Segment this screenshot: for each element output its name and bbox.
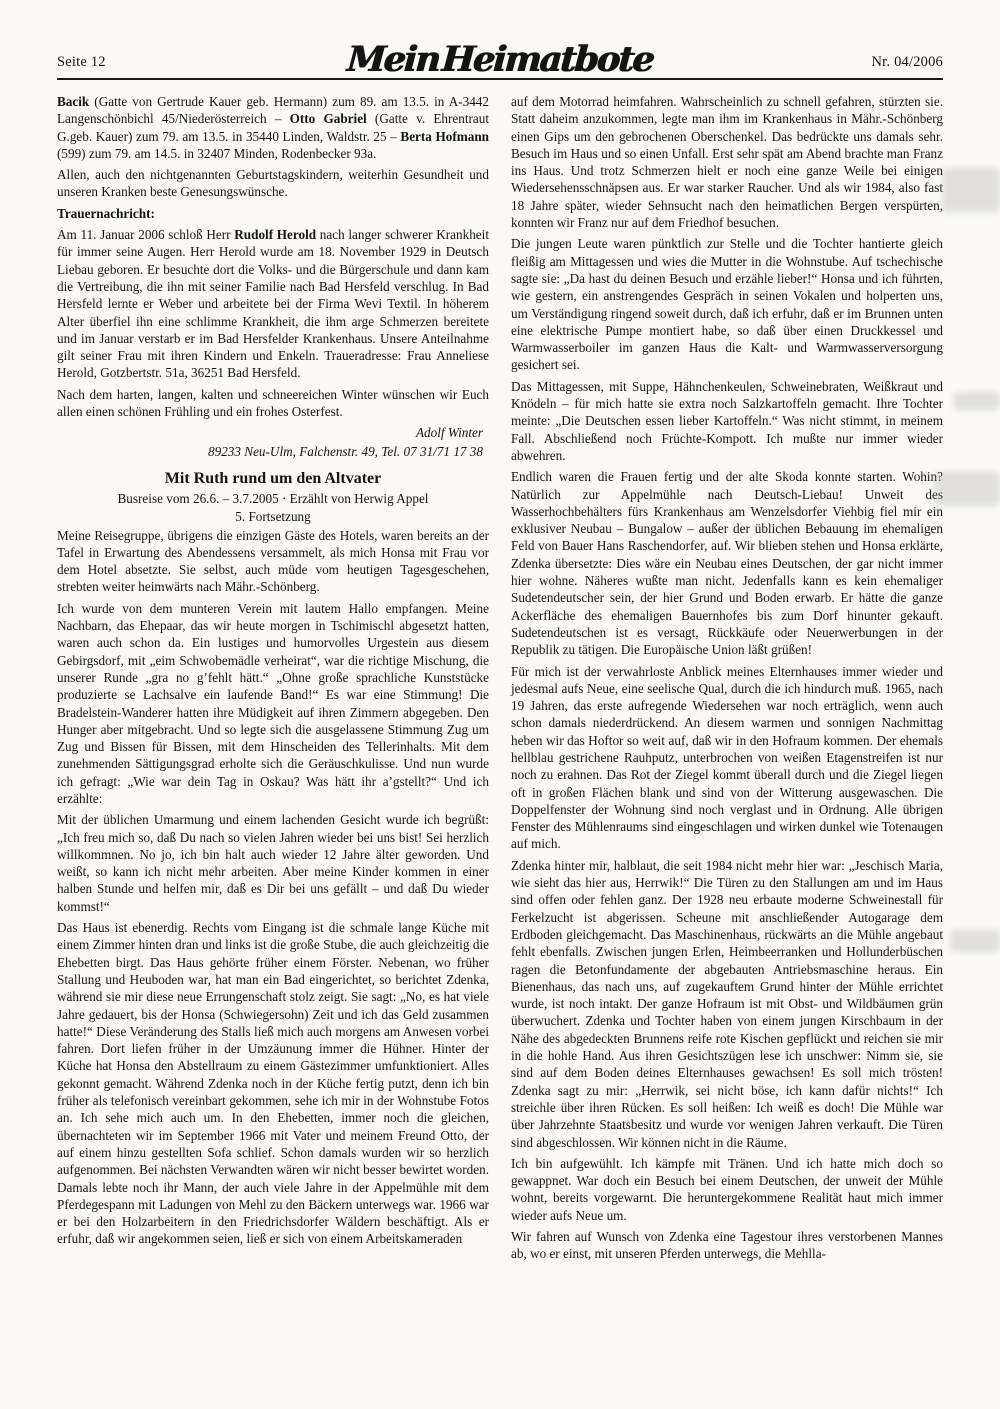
text-run: Ich wurde von dem munteren Verein mit lautem Hallo empfangen. Meine Nachbarn, das Ehepaar, das wir heute morgen in Tschimischl abgesetzt hatten, waren auch schon da. Ein lustiges und humorvolles Urgestein aus diesem Gebirgsdorf, mit „eim Schwobemädle verheirat“, war die richtige Mischung, die unserer Runde „gra no g’fehlt hätt.“ „Ohne große sprachliche Kunststücke produzierte se Lachsalve ein laufende Band!“ Es war eine Stimmung! Die Bradelstein-Wanderer hatten ihre Müdigkeit auf ihren Zimmern abgegeben. Den Hunger aber mitgebracht. Und so legte sich die ausgelassene Stimmung Zug um Zug und Bissen für Bissen, mit dem Hinscheiden des Tellerinhalts. Mit dem zunehmenden Sättigungsgrad erholte sich die Geräuschkulisse. Und nun wurde ich gefragt: „Wie war dein Tag in Oskau? Was hätt ihr a’gstellt?“ Und ich erzählte: bbox=[57, 600, 489, 806]
text-run: Busreise vom 26.6. – 3.7.2005 · Erzählt von Herwig Appel bbox=[117, 490, 429, 506]
article-paragraph bbox=[57, 93, 489, 162]
right-column bbox=[511, 93, 943, 1267]
bold-text: Berta Hofmann bbox=[400, 128, 489, 144]
article-paragraph bbox=[57, 166, 489, 201]
text-run: Meine Reisegruppe, übrigens die einzigen Gäste des Hotels, waren bereits an der Tafel in Erwartung des Abendessens versammelt, als mich Honsa mit Frau vor dem Hotel absetzte. Sie selbst, auch müde vom heutigen Tagesgeschehen, strebten weiter heimwärts nach Mähr.-Schönberg. bbox=[57, 527, 489, 595]
text-run: Mit Ruth rund um den Altvater bbox=[164, 469, 382, 487]
article-paragraph bbox=[511, 857, 943, 1151]
article-paragraph bbox=[511, 1155, 943, 1224]
text-run: Ich bin aufgewühlt. Ich kämpfe mit Tränen. Und ich hatte mich doch so gewappnet. War doch ein Besuch bei einem Deutschen, der unweit der Mühle wohnt, bereits vorgewarnt. Die heruntergekommene Realität haut mich immer wieder aufs Neue um. bbox=[511, 1155, 943, 1223]
scan-artifact bbox=[942, 168, 1000, 212]
text-run: (599) zum 79. am 14.5. in 32407 Minden, Rodenbecker 93a. bbox=[57, 145, 377, 161]
article-paragraph bbox=[57, 226, 489, 382]
article-paragraph bbox=[511, 1228, 943, 1263]
page-header bbox=[57, 30, 943, 80]
text-run: (Gatte von Gertrude Kauer geb. Hermann) zum 89. am 13.5. in A-3442 Langenschönbichl 45/Niederösterreich – bbox=[57, 94, 489, 127]
text-run: Endlich waren die Frauen fertig und der alte Skoda konnte starten. Wohin? Natürlich zur Appelmühle nach Deutsch-Liebau! Unweit des Wasserhochbehälters fürs Krankenhaus am Wenzelsdorfer Viehbig fiel mir ein exklusiver Neubau – Bungalow – außer der üblichen Bebauung im ehemaligen Feld von Bauer Hans Raschendorfer, auf. Wir blieben stehen und Honsa erklärte, Zdenka übersetzte: Dies wäre ein Neubau eines Deutschen, der gar nicht immer hier wohne. Näheres wußte man nicht. Jedenfalls kann es kein ehemaliger Sudetendeutscher sein, der hier Grund und Boden erwarb. Er hätte die ganze Ackerfläche des ehemaligen Bauernhofes bis zum Dorf hinunter gekauft. Sudetendeutschen ist es versagt, Rückkäufe oder Neuerwerbungen in der Republik zu tätigen. Die Europäische Union läßt grüßen! bbox=[511, 469, 943, 658]
text-run: Für mich ist der verwahrloste Anblick meines Elternhauses immer wieder und jedesmal aufs Neue, eine seelische Qual, durch die ich hindurch muß. 1965, nach 19 Jahren, das erste aufregende Wiedersehen war noch erträglich, wenn auch schon damals niederdrückend. An diesem warmen und sonnigen Nachmittag heben wir das Hoftor so weit auf, daß wir in den Hofraum kommen. Der ehemals hellblau gestrichene Rauhputz, unterbrochen von weißen Etagenstreifen ist nur noch zu erahnen. Das Rot der Ziegel kommt überall durch und die Ziegel liegen oft in großen Flächen blank und sind von der Witterung ausgewaschen. Die Doppelfenster der Wohnung sind noch verglast und in Ordnung. Alle übrigen Fenster des Mühlenraums sind eingeschlagen und wirken dunkel wie Totenaugen auf mich. bbox=[511, 663, 943, 852]
article-paragraph bbox=[511, 93, 943, 231]
page-number-label: Seite 12 bbox=[57, 54, 106, 70]
text-run: Das Mittagessen, mit Suppe, Hähnchenkeulen, Schweinebraten, Weißkraut und Knödeln – für mich hatte sie extra noch Salzkartoffeln gemacht. Ihre Tochter meinte: „Die Deutschen essen lieber Kartoffeln.“ Was nicht stimmt, in meinem Fall. Abschließend noch Früchte-Kompott. Ich mußte nur immer wieder abwehren. bbox=[511, 378, 943, 463]
article-paragraph bbox=[57, 600, 489, 808]
bold-text: Otto Gabriel bbox=[289, 111, 367, 127]
text-run: (Gatte v. Ehrentraut G.geb. Kauer) zum 79. am 13.5. in 35440 Linden, Waldstr. 25 – bbox=[57, 111, 489, 144]
article-paragraph bbox=[57, 919, 489, 1248]
text-run: nach langer schwerer Krankheit für immer seine Augen. Herr Herold wurde am 18. November 1929 in Deutsch Liebau geboren. Er besuchte dort die Volks- und die Bürgerschule und dann kam die Vertreibung, die ihn mit seiner Familie nach Bad Hersfeld verschlug. In Bad Hersfeld lernte er Weber und arbeitete bei der Firma Wevi Textil. In höherem Alter überfiel ihn eine schlimme Krankheit, die ihm arge Schmerzen bereitete und im Januar verstarb er im Bad Hersfelder Krankenhaus. Unsere Anteilnahme gilt seiner Frau mit ihren Kindern und Enkeln. Traueradresse: Frau Anneliese Herold, Gotzbertstr. 51a, 36251 Bad Hersfeld. bbox=[57, 227, 489, 381]
article-body bbox=[57, 93, 943, 1267]
text-run: Wir fahren auf Wunsch von Zdenka eine Tagestour ihres verstorbenen Mannes ab, wo er einst, mit unseren Pferden unterwegs, die Mehlla- bbox=[511, 1229, 943, 1262]
text-run: 5. Fortsetzung bbox=[235, 509, 311, 525]
signature-line bbox=[57, 424, 483, 441]
text-run: Adolf Winter bbox=[415, 425, 483, 441]
article-subheading bbox=[57, 508, 489, 525]
text-run: auf dem Motorrad heimfahren. Wahrscheinlich zu schnell gefahren, stürzten sie. Statt daheim anzukommen, legte man ihm im Krankenhaus in Mähr.-Schönberg einen Gips um den gebrochenen Oberschenkel. Das bedrückte uns damals sehr. Besuch im Haus und so einen Unfall. Erst sehr spät am Abend brachte man Franz ins Haus. Und trotz Schmerzen hielt er noch eine ganze Weile bei einigen Wiedersehensschnäpsen aus. Er war starker Raucher. Und als wir 1984, also fast 18 Jahre später, wieder Sehnsucht nach den heimatlichen Bergen verspürten, konnten wir Franz nur auf dem Friedhof besuchen. bbox=[511, 94, 943, 231]
text-run: Nach dem harten, langen, kalten und schneereichen Winter wünschen wir Euch allen einen schönen Frühling und ein frohes Osterfest. bbox=[57, 386, 489, 420]
article-heading bbox=[57, 469, 489, 488]
text-run: Das Haus ist ebenerdig. Rechts vom Eingang ist die schmale lange Küche mit einem Zimmer hinten dran und links ist die große Stube, die auch gleichzeitig die Ehebetten birgt. Das Haus gehörte früher einem Förster. Nebenan, wo früher Stallung und Heuboden war, hat man ein Bad eingerichtet, so berichtet Zdenka, während sie mir diese neue Errungenschaft stolz zeigt. Sie sagt: „No, es hat viele Jahre gedauert, bis der Honsa (Schwiegersohn) Zeit und ich das Geld zusammen hatte!“ Diese Veränderung des Stalls ließ mich auch morgens am Anwesen vorbei fahren. Dort liefen früher in der Umzäunung immer die Hühner. Hinter der Küche hat Honsa den Abstellraum zu einem Gästezimmer umfunktioniert. Alles gekonnt gemacht. Während Zdenka noch in der Küche fertig putzt, denn ich bin früher als telefonisch vereinbart gekommen, sehe ich mir in der Wohnstube Fotos an. Ich sehe mich auch um. In den Ehebetten, immer noch die gleichen, übernachteten wir im September 1966 mit Vater und meinem Freund Otto, der auf einem hinzu gestellten Sofa schlief. Schon damals wurden wir so herzlich aufgenommen. Bei nächsten Verwandten wären wir nicht besser bewirtet worden. Damals lebte noch ihr Mann, der auch viele Jahre in der Appelmühle mit dem Pferdegespann mit Ladungen von Mehl zu den Bäckern unterwegs war. 1966 war er bei den Holzarbeitern in den Friedrichsdorfer Wäldern beschäftigt. Als er erfuhr, daß wir angekommen seien, ließ er sich von einem Arbeitskameraden bbox=[57, 920, 489, 1247]
bold-text: Rudolf Herold bbox=[234, 227, 317, 243]
article-paragraph bbox=[511, 663, 943, 853]
scan-artifact bbox=[934, 472, 1000, 506]
masthead-title: Mein Heimatbote bbox=[345, 39, 655, 80]
bold-text: Trauernachricht: bbox=[57, 205, 155, 221]
article-paragraph bbox=[57, 205, 489, 222]
article-paragraph bbox=[511, 468, 943, 658]
article-paragraph bbox=[57, 386, 489, 421]
text-run: Zdenka hinter mir, halblaut, die seit 1984 nicht mehr hier war: „Jeschisch Maria, wie sieht das hier aus, Herrwik!“ Die Türen zu den Stallungen am und im Haus sind offen oder fehlen ganz. Der 1928 neu erbaute moderne Schweinestall für Ferkelzucht ist abgerissen. Scheune mit anschließender Autogarage dem Erdboden gleichgemacht. Das Maschinenhaus, rückwärts an die Mühle angebaut fehlt ebenfalls. Zwischen jungen Erlen, Heimbeerranken und Hollunderbüschen ragen die Betonfundamente der abgebauten Antriebsmaschine heraus. Ein Bienenhaus, das nach uns, auf zugekauftem Grund hinter der Mühle errichtet wurde, ist noch intakt. Der ganze Hofraum ist mit Obst- und Wildbäumen grün überwuchert. Zdenka und Tochter haben von einem jungen Kirschbaum in der Nähe des abgedeckten Brunnens reife rote Kischen gepflückt und reichen sie mir in die hohle Hand. Aus ihren Gesichtszügen lese ich unschwer: Nimm sie, sie sind auf dem Boden deines Elternhauses gewachsen! Es soll mich trösten! Zdenka sagt zu mir: „Herrwik, sei nicht böse, ich kann dafür nichts!“ Ich streichle über ihren Rücken. Es soll heißen: Ich weiß es doch! Die Mühle war über Jahrzehnte Staatsbesitz und wurde vor wenigen Jahren verkauft. Die Türen sind abgeschlossen. Wir können nicht in die Räume. bbox=[511, 857, 943, 1150]
left-column bbox=[57, 93, 489, 1267]
text-run: Die jungen Leute waren pünktlich zur Stelle und die Tochter hantierte gleich fleißig am Mittagessen und wies die Mutter in die Wohnstube. Auf tschechische sagte sie: „Da hast du deinen Besuch und erzähle lieber!“ Honsa und ich führten, wie gestern, ein anstrengendes Gespräch in seinen Vokalen und holperten uns, um Verständigung ringend soweit durch, daß ich erfuhr, daß er im Brunnen unten eine elektrische Pumpe montiert habe, so daß über einen Druckkessel und Warmwasserboiler im ganzen Haus die Kalt- und Warmwasserversorgung gesichert sei. bbox=[511, 236, 943, 373]
text-run: 89233 Neu-Ulm, Falchenstr. 49, Tel. 07 31/71 17 38 bbox=[208, 443, 483, 459]
issue-number-label: Nr. 04/2006 bbox=[871, 54, 943, 70]
text-run: Am 11. Januar 2006 schloß Herr bbox=[57, 227, 235, 243]
article-subheading bbox=[57, 490, 489, 507]
text-run: Allen, auch den nichtgenannten Geburtstagskindern, weiterhin Gesundheit und unseren Kranken beste Genesungswünsche. bbox=[57, 167, 489, 200]
signature-line bbox=[57, 443, 483, 460]
text-run: Mit der üblichen Umarmung und einem lachenden Gesicht wurde ich begrüßt: „Ich freu mich so, daß Du nach so vielen Jahren wieder bei uns bist! Sei herzlich willkommnen. No jo, ich bin halt auch wieder 12 Jahre älter geworden. Und weißt, so kann ich nicht mehr arbeiten. Aber meine Kinder kommen in einer halben Stunde und helfen mir, daß es Dir bei uns gefällt – und daß Du wieder kommst!“ bbox=[57, 812, 489, 914]
article-paragraph bbox=[57, 527, 489, 596]
article-paragraph bbox=[511, 378, 943, 464]
bold-text: Bacik bbox=[57, 94, 90, 109]
scan-artifact bbox=[950, 930, 1000, 952]
scan-artifact bbox=[954, 392, 1000, 410]
article-paragraph bbox=[57, 811, 489, 915]
article-paragraph bbox=[511, 235, 943, 373]
